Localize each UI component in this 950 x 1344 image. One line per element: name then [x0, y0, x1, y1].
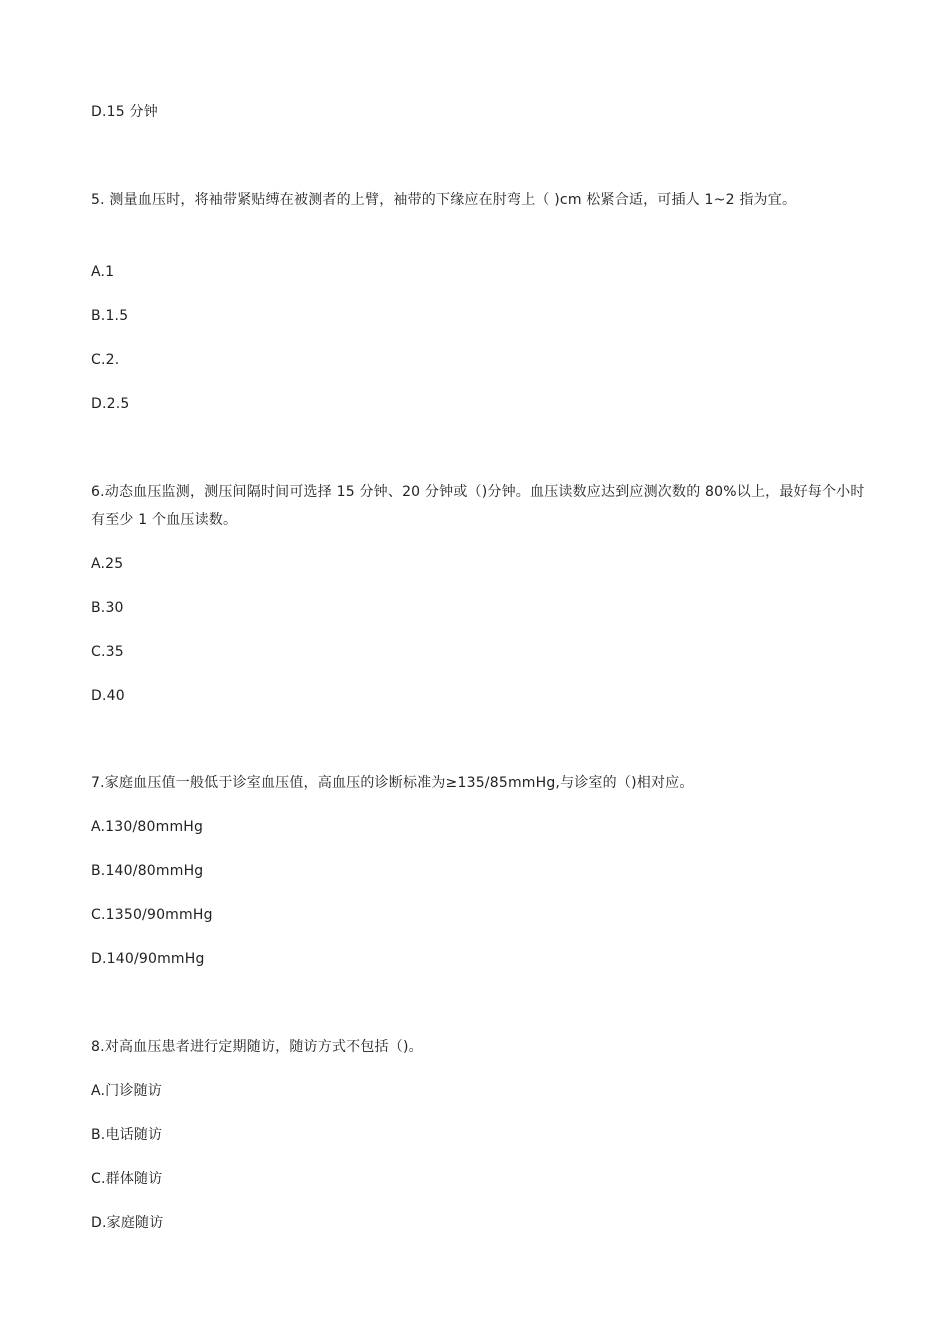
question-8-stem: 8.对高血压患者进行定期随访，随访方式不包括（)。	[91, 1039, 423, 1055]
question-6-stem: 6.动态血压监测，测压间隔时间可选择 15 分钟、20 分钟或（)分钟。血压读数应达到应测次数的 80%以上，最好每个小时有至少 1 个血压读数。	[91, 484, 865, 528]
question-8-option-b: B.电话随访	[91, 1127, 163, 1143]
question-7-option-c: C.1350/90mmHg	[91, 907, 213, 923]
question-5-option-b: B.1.5	[91, 308, 129, 324]
question-5-stem: 5. 测量血压时，将袖带紧贴缚在被测者的上臂，袖带的下缘应在肘弯上（ )cm 松紧合适，可插人 1~2 指为宜。	[91, 192, 797, 208]
question-5-option-c: C.2.	[91, 352, 120, 368]
question-8-option-a: A.门诊随访	[91, 1083, 162, 1099]
question-7-option-a: A.130/80mmHg	[91, 819, 204, 835]
question-6-option-b: B.30	[91, 600, 124, 616]
question-7-stem: 7.家庭血压值一般低于诊室血压值，高血压的诊断标准为≥135/85mmHg,与诊室的（)相对应。	[91, 775, 694, 791]
question-6-option-d: D.40	[91, 688, 125, 704]
question-5-option-d: D.2.5	[91, 396, 130, 412]
question-5-option-a: A.1	[91, 264, 115, 280]
question-7-option-b: B.140/80mmHg	[91, 863, 204, 879]
question-8-option-c: C.群体随访	[91, 1171, 163, 1187]
question-6-option-a: A.25	[91, 556, 124, 572]
question-8-option-d: D.家庭随访	[91, 1215, 164, 1231]
option-d-q4: D.15 分钟	[91, 104, 158, 120]
question-7-option-d: D.140/90mmHg	[91, 951, 205, 967]
question-6-option-c: C.35	[91, 644, 124, 660]
